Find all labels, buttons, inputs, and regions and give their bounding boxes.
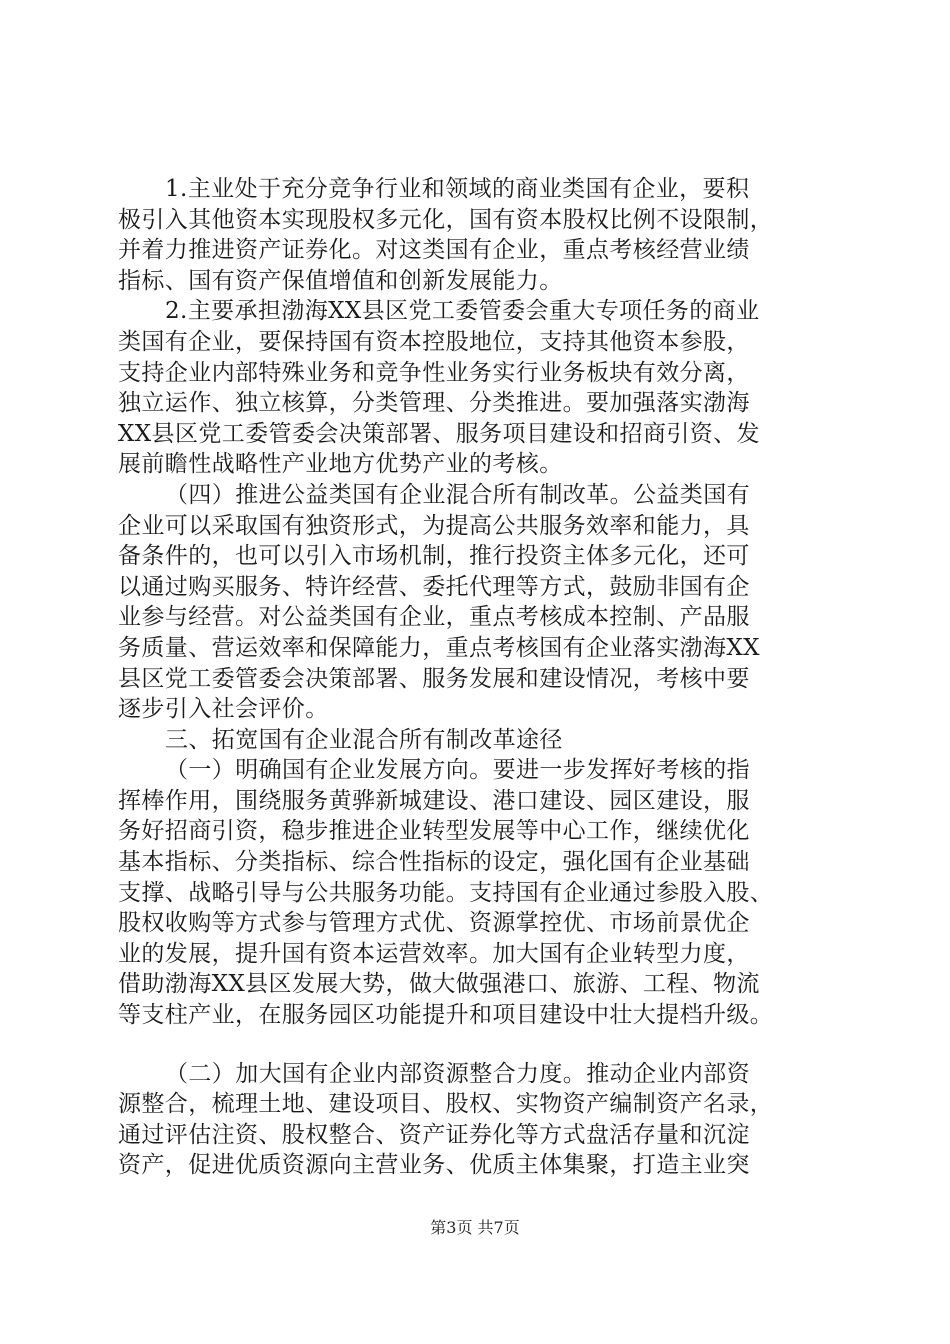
text-line: 备条件的，也可以引入市场机制，推行投资主体多元化，还可 bbox=[118, 543, 750, 570]
paragraph-4 bbox=[118, 755, 838, 1030]
paragraph-gap bbox=[118, 1031, 838, 1059]
text-line: 挥棒作用，围绕服务黄骅新城建设、港口建设、园区建设，服 bbox=[118, 787, 750, 814]
text-line: （二）加大国有企业内部资源整合力度。推动企业内部资 bbox=[165, 1060, 750, 1087]
paragraph-5 bbox=[118, 1059, 838, 1181]
text-line: 逐步引入社会评价。 bbox=[118, 696, 329, 723]
text-line: 等支柱产业，在服务园区功能提升和项目建设中壮大提档升级。 bbox=[118, 1002, 774, 1029]
text-line: 股权收购等方式参与管理方式优、资源掌控优、市场前景优企 bbox=[118, 910, 750, 937]
paragraph-1 bbox=[118, 174, 838, 296]
text-line: 以通过购买服务、特许经营、委托代理等方式，鼓励非国有企 bbox=[118, 573, 750, 600]
text-line: 1.主业处于充分竞争行业和领域的商业类国有企业，要积 bbox=[165, 176, 750, 202]
text-line: 通过评估注资、股权整合、资产证券化等方式盘活存量和沉淀 bbox=[118, 1121, 750, 1148]
text-line: 展前瞻性战略性产业地方优势产业的考核。 bbox=[118, 451, 563, 478]
text-line: 极引入其他资本实现股权多元化，国有资本股权比例不设限制， bbox=[118, 206, 774, 233]
paragraph-3 bbox=[118, 480, 838, 725]
text-line: 基本指标、分类指标、综合性指标的设定，强化国有企业基础 bbox=[118, 849, 750, 876]
text-line: 务好招商引资，稳步推进企业转型发展等中心工作，继续优化 bbox=[118, 818, 750, 845]
text-line: 支持企业内部特殊业务和竞争性业务实行业务板块有效分离， bbox=[118, 359, 750, 386]
page-footer bbox=[0, 1218, 950, 1238]
text-line: 务质量、营运效率和保障能力，重点考核国有企业落实渤海XX bbox=[118, 634, 760, 661]
text-line: 并着力推进资产证券化。对这类国有企业，重点考核经营业绩 bbox=[118, 237, 750, 264]
text-line: （四）推进公益类国有企业混合所有制改革。公益类国有 bbox=[165, 481, 750, 508]
document-body bbox=[118, 174, 838, 1181]
heading-line: 三、拓宽国有企业混合所有制改革途径 bbox=[165, 726, 563, 753]
text-line: 支撑、战略引导与公共服务功能。支持国有企业通过参股入股、 bbox=[118, 879, 774, 906]
text-line: 指标、国有资产保值增值和创新发展能力。 bbox=[118, 267, 563, 294]
text-line: 资产，促进优质资源向主营业务、优质主体集聚，打造主业突 bbox=[118, 1152, 750, 1179]
text-line: 2.主要承担渤海XX县区党工委管委会重大专项任务的商业 bbox=[165, 298, 760, 325]
page-number-label: 第3页 共7页 bbox=[430, 1218, 520, 1237]
paragraph-2 bbox=[118, 296, 838, 480]
text-line: 源整合，梳理土地、建设项目、股权、实物资产编制资产名录， bbox=[118, 1091, 774, 1118]
text-line: 县区党工委管委会决策部署、服务发展和建设情况，考核中要 bbox=[118, 665, 750, 692]
text-line: （一）明确国有企业发展方向。要进一步发挥好考核的指 bbox=[165, 757, 750, 784]
text-line: 独立运作、独立核算，分类管理、分类推进。要加强落实渤海 bbox=[118, 390, 750, 417]
text-line: 业参与经营。对公益类国有企业，重点考核成本控制、产品服 bbox=[118, 604, 750, 631]
text-line: 业的发展，提升国有资本运营效率。加大国有企业转型力度， bbox=[118, 940, 750, 967]
text-line: 企业可以采取国有独资形式，为提高公共服务效率和能力，具 bbox=[118, 512, 750, 539]
section-heading bbox=[118, 725, 838, 756]
text-line: 类国有企业，要保持国有资本控股地位，支持其他资本参股， bbox=[118, 328, 750, 355]
text-line: XX县区党工委管委会决策部署、服务项目建设和招商引资、发 bbox=[118, 420, 760, 447]
text-line: 借助渤海XX县区发展大势，做大做强港口、旅游、工程、物流 bbox=[118, 971, 760, 998]
